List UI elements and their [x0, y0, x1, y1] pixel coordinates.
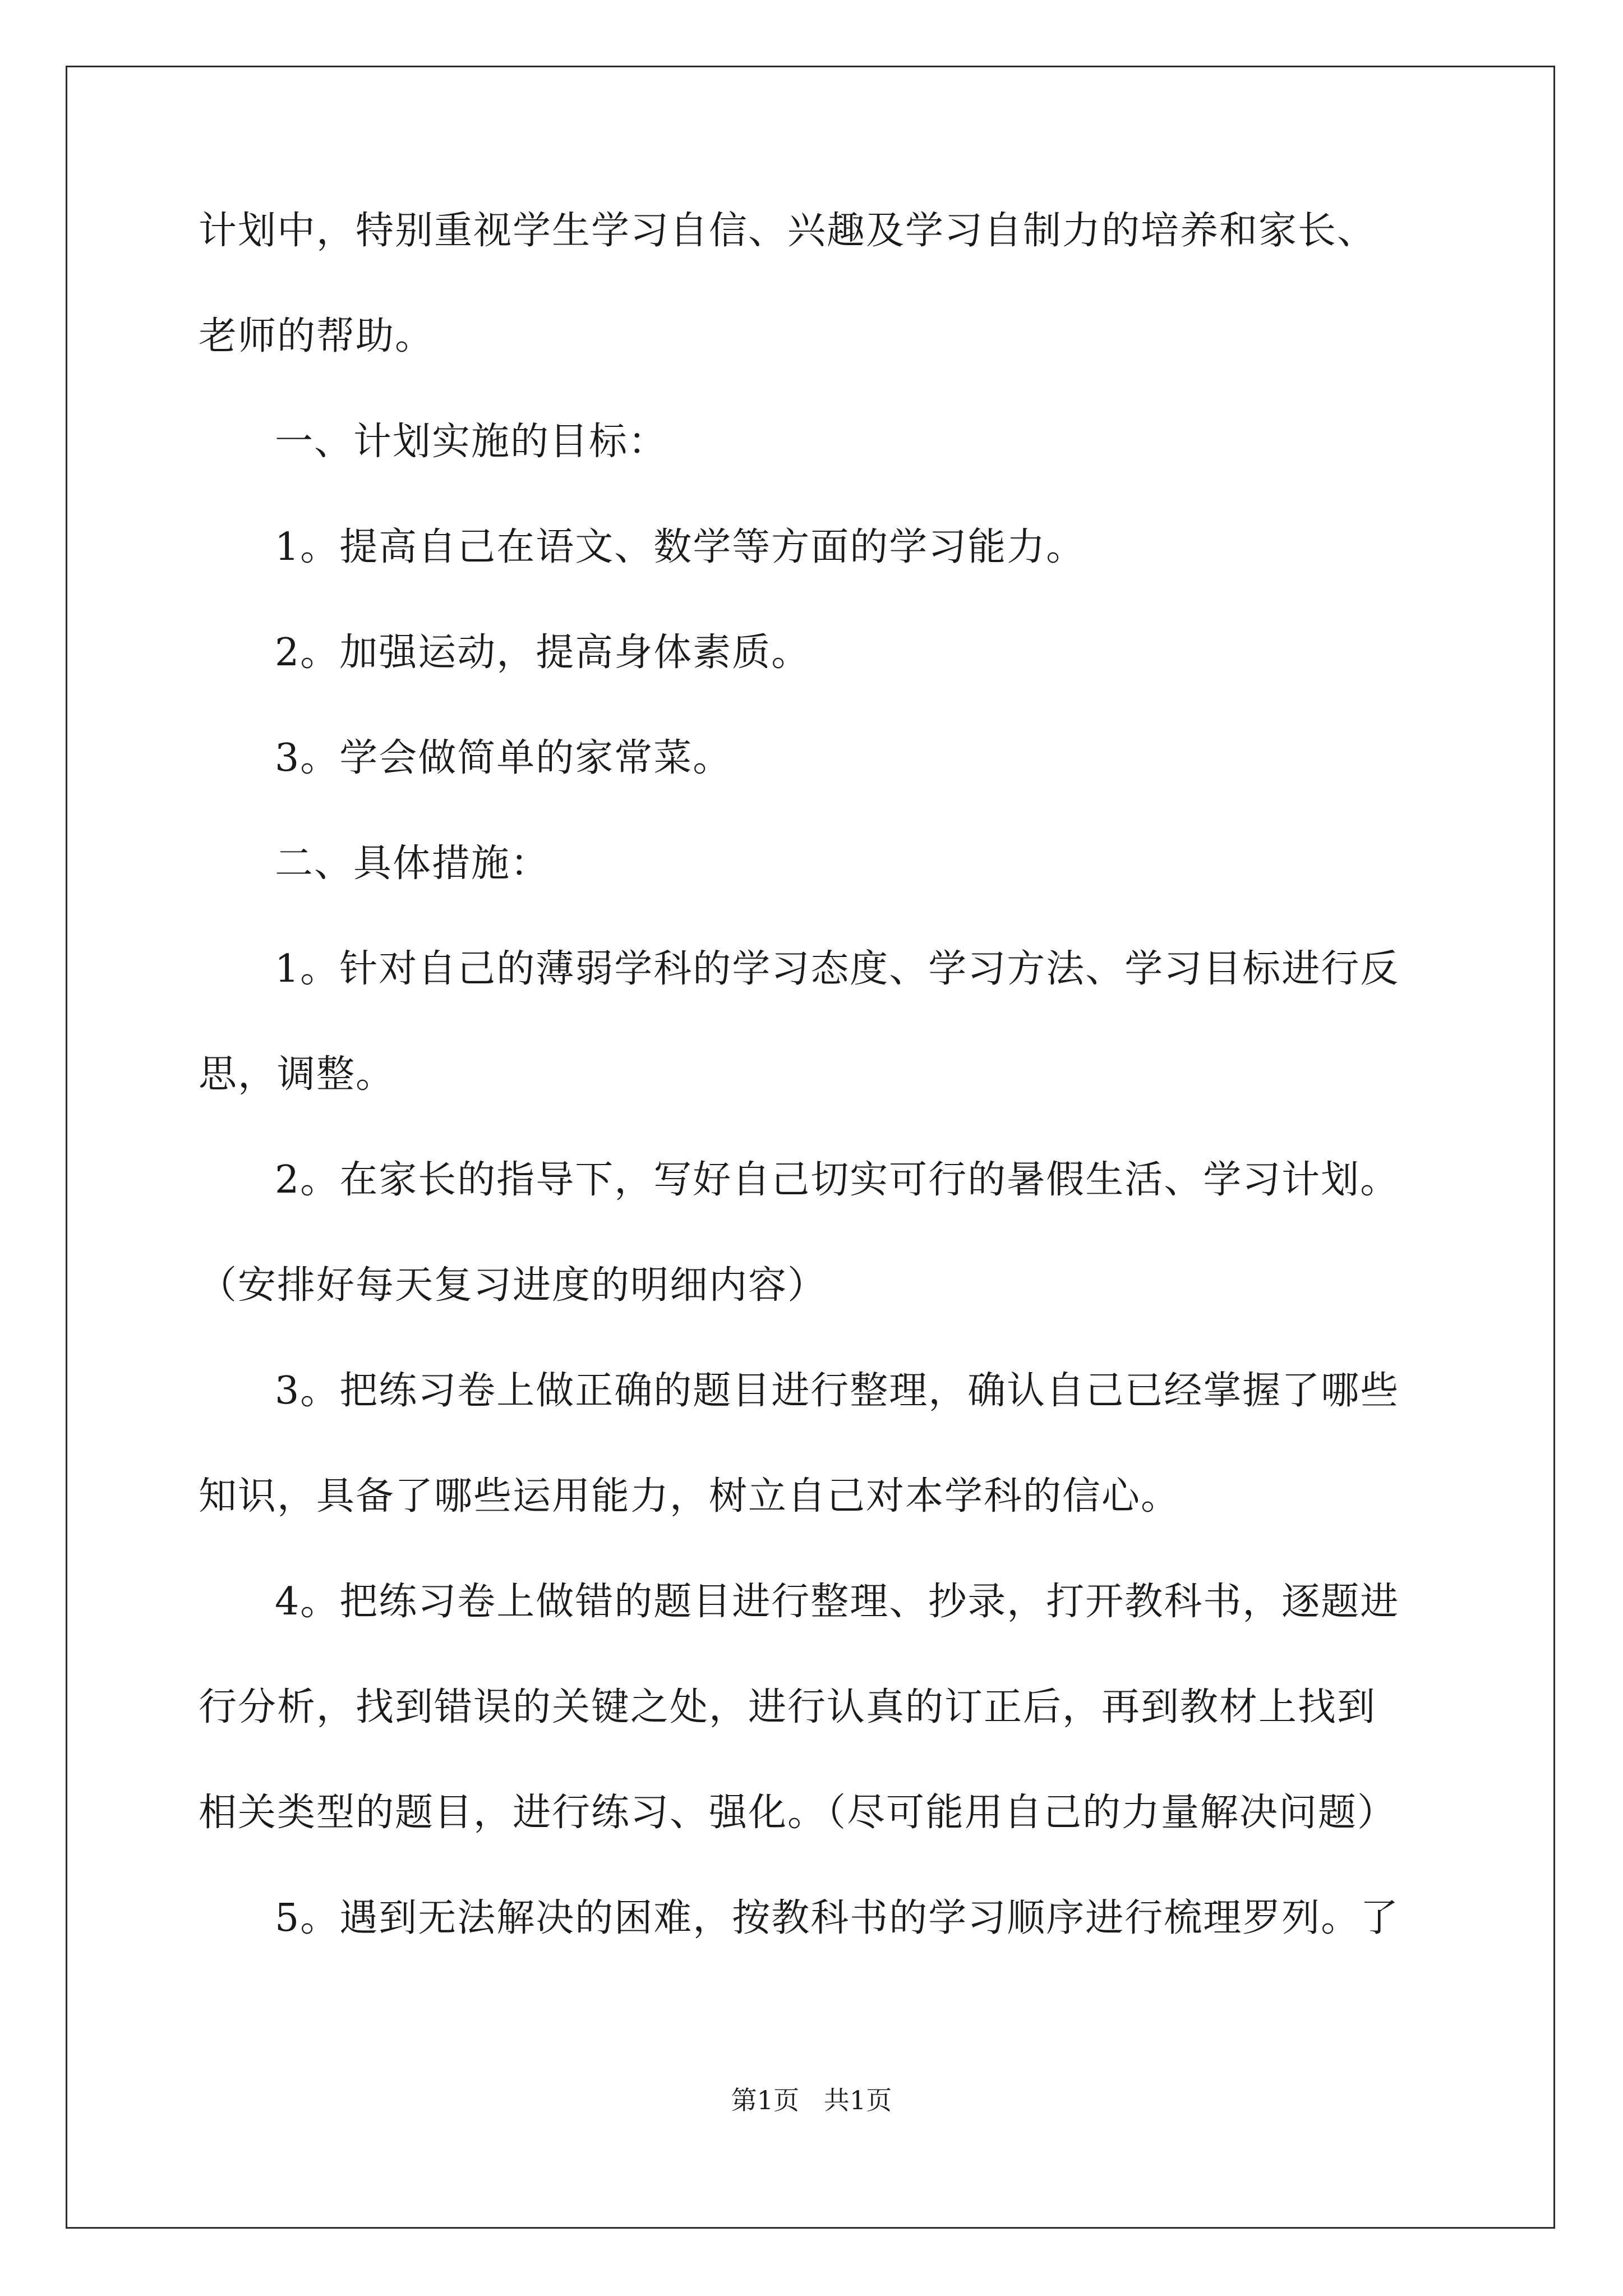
list-item: 5。遇到无法解决的困难，按教科书的学习顺序进行梳理罗列。了	[275, 1896, 1400, 1940]
list-item: 4。把练习卷上做错的题目进行整理、抄录，打开教科书，逐题进	[275, 1580, 1400, 1624]
paragraph-line: 相关类型的题目，进行练习、强化。（尽可能用自己的力量解决问题）	[199, 1791, 1397, 1835]
paragraph-line: 计划中，特别重视学生学习自信、兴趣及学习自制力的培养和家长、	[199, 209, 1377, 253]
list-item: 1。针对自己的薄弱学科的学习态度、学习方法、学习目标进行反	[275, 947, 1400, 991]
list-item: 3。学会做简单的家常菜。	[275, 736, 732, 780]
paragraph-line: 老师的帮助。	[199, 314, 435, 358]
section-heading: 一、计划实施的目标：	[275, 420, 668, 464]
list-item: 1。提高自己在语文、数学等方面的学习能力。	[275, 525, 1086, 569]
page-number-footer: 第1页 共1页	[731, 2085, 892, 2115]
list-item: 3。把练习卷上做正确的题目进行整理，确认自己已经掌握了哪些	[275, 1369, 1400, 1413]
paragraph-line: 知识，具备了哪些运用能力，树立自己对本学科的信心。	[199, 1474, 1181, 1519]
section-heading: 二、具体措施：	[275, 841, 550, 886]
list-item: 2。在家长的指导下，写好自己切实可行的暑假生活、学习计划。	[275, 1158, 1400, 1202]
paragraph-line: 行分析，找到错误的关键之处，进行认真的订正后，再到教材上找到	[199, 1685, 1377, 1729]
list-item: 2。加强运动，提高身体素质。	[275, 631, 811, 675]
paragraph-line: 思，调整。	[199, 1052, 395, 1097]
paragraph-line: （安排好每天复习进度的明细内容）	[199, 1263, 827, 1308]
